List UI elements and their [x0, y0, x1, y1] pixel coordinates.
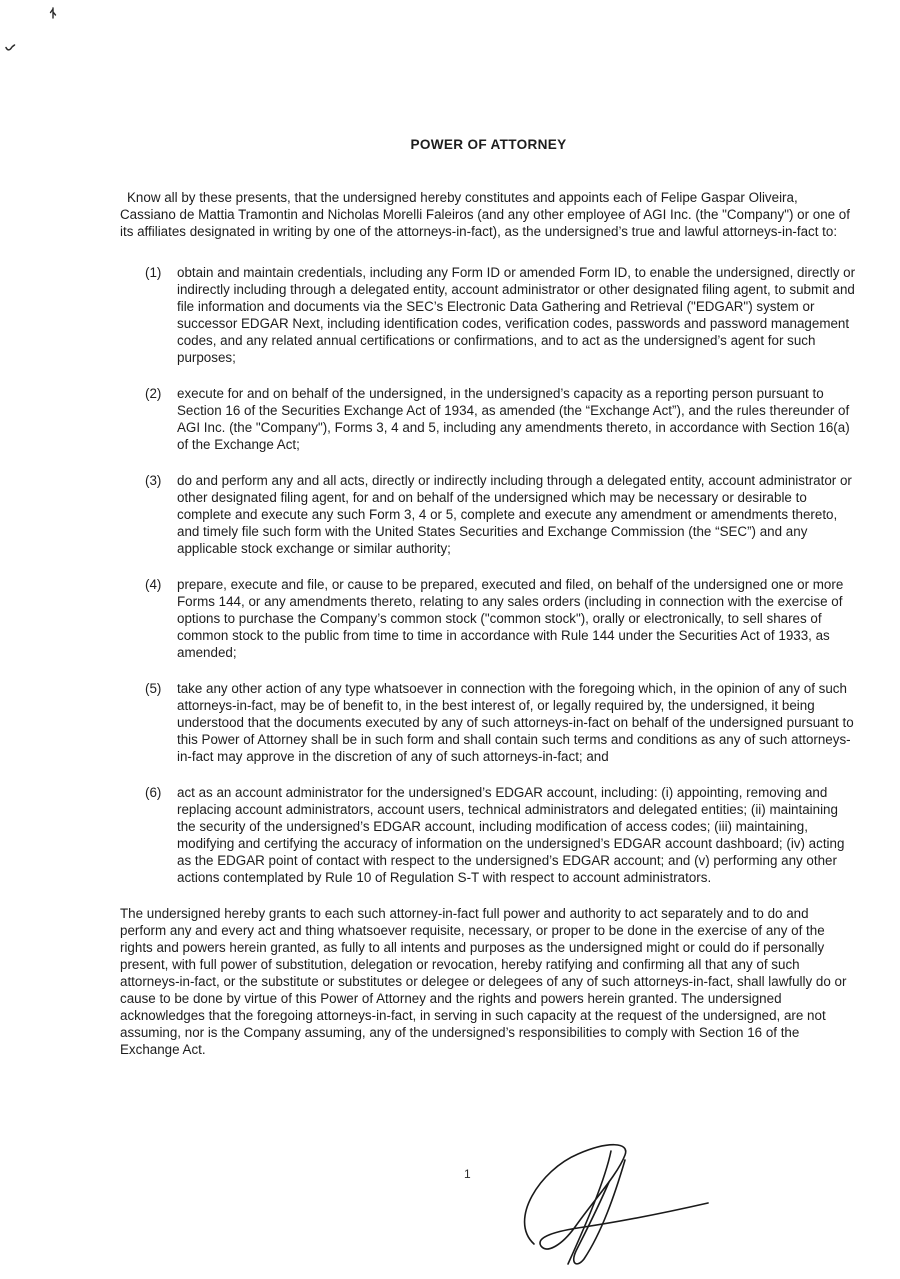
list-item-number: (1)	[145, 265, 162, 280]
closing-paragraph: The undersigned hereby grants to each such attorney-in-fact full power and authority to act separately and to do and perform any and every act and thing whatsoever requisite, necessary, or proper to be done in the exercise of any of the rights and powers herein granted, as fully to all intents and purposes as the undersigned might or could do if personally present, with full power of substitution, delegation or revocation, hereby ratifying and confirming all that any of such attorneys-in-fact, or the substitute or substitutes or delegee or delegees of any of such attorneys-in-fact, shall lawfully do or cause to be done by virtue of this Power of Attorney and the rights and powers herein granted. The undersigned acknowledges that the foregoing attorneys-in-fact, in serving in such capacity at the request of the undersigned, are not assuming, nor is the Company assuming, any of the undersigned’s responsibilities to comply with Section 16 of the Exchange Act.	[120, 906, 847, 1057]
document-title: POWER OF ATTORNEY	[410, 137, 567, 152]
list-item-number: (2)	[145, 386, 162, 401]
numbered-list	[120, 264, 857, 886]
list-item-number: (6)	[145, 785, 162, 800]
intro-paragraph: Know all by these presents, that the undersigned hereby constitutes and appoints each of Felipe Gaspar Oliveira, Cassiano de Mattia Tramontin and Nicholas Morelli Faleiros (and any other employee of AGI Inc. (the "Company") or one of its affiliates designated in writing by one of the attorneys-in-fact), as the undersigned’s true and lawful attorneys-in-fact to:	[120, 190, 850, 239]
list-item-number: (3)	[145, 473, 162, 488]
list-item	[120, 680, 857, 765]
list-item-text: do and perform any and all acts, directly or indirectly including through a delegated entity, account administrator or other designated filing agent, for and on behalf of the undersigned which may be necessary or desirable to complete and execute any such Form 3, 4 or 5, complete and execute any amendment or amendments thereto, and timely file such form with the United States Securities and Exchange Commission (the “SEC”) and any applicable stock exchange or similar authority;	[177, 473, 852, 556]
list-item-text: execute for and on behalf of the undersigned, in the undersigned’s capacity as a reporting person pursuant to Section 16 of the Securities Exchange Act of 1934, as amended (the “Exchange Act”), and the rules thereunder of AGI Inc. (the "Company"), Forms 3, 4 and 5, including any amendments thereto, in accordance with Section 16(a) of the Exchange Act;	[177, 386, 850, 452]
list-item-number: (5)	[145, 681, 162, 696]
list-item	[120, 784, 857, 886]
list-item-text: obtain and maintain credentials, including any Form ID or amended Form ID, to enable the undersigned, directly or indirectly including through a delegated entity, account administrator or other designated filing agent, to submit and file information and documents via the SEC’s Electronic Data Gathering and Retrieval ("EDGAR") system or successor EDGAR Next, including identification codes, verification codes, passwords and password management codes, and any related annual certifications or confirmations, and to act as the undersigned’s agent for such purposes;	[177, 265, 856, 365]
list-item-text: act as an account administrator for the undersigned’s EDGAR account, including: (i) appointing, removing and replacing account administrators, account users, technical administrators and delegated entities; (ii) maintaining the security of the undersigned’s EDGAR account, including modification of access codes; (iii) maintaining, modifying and certifying the accuracy of information on the undersigned’s EDGAR account dashboard; (iv) acting as the EDGAR point of contact with respect to the undersigned’s EDGAR account; and (v) performing any other actions contemplated by Rule 10 of Regulation S-T with respect to account administrators.	[177, 785, 845, 885]
list-item-text: prepare, execute and file, or cause to be prepared, executed and filed, on behalf of the undersigned one or more Forms 144, or any amendments thereto, relating to any sales orders (including in connection with the exercise of options to purchase the Company’s common stock ("common stock"), orally or electronically, to sell shares of common stock to the public from time to time in accordance with Rule 144 under the Securities Act of 1933, as amended;	[177, 577, 844, 660]
list-item	[120, 264, 857, 366]
list-item	[120, 576, 857, 661]
list-item-text: take any other action of any type whatsoever in connection with the foregoing which, in the opinion of any of such attorneys-in-fact, may be of benefit to, in the best interest of, or legally required by, the undersigned, it being understood that the documents executed by any of such attorneys-in-fact on behalf of the undersigned pursuant to this Power of Attorney shall be in such form and shall contain such terms and conditions as any of such attorneys-in-fact may approve in the discretion of any of such attorneys-in-fact; and	[177, 681, 854, 764]
list-item	[120, 472, 857, 557]
document-body	[120, 136, 857, 1058]
page-number: 1	[464, 1167, 471, 1181]
list-item-number: (4)	[145, 577, 162, 592]
scan-speck-icon	[5, 43, 16, 53]
list-item	[120, 385, 857, 453]
signature-scribble-icon	[512, 1140, 712, 1272]
scan-speck-icon	[49, 7, 57, 20]
